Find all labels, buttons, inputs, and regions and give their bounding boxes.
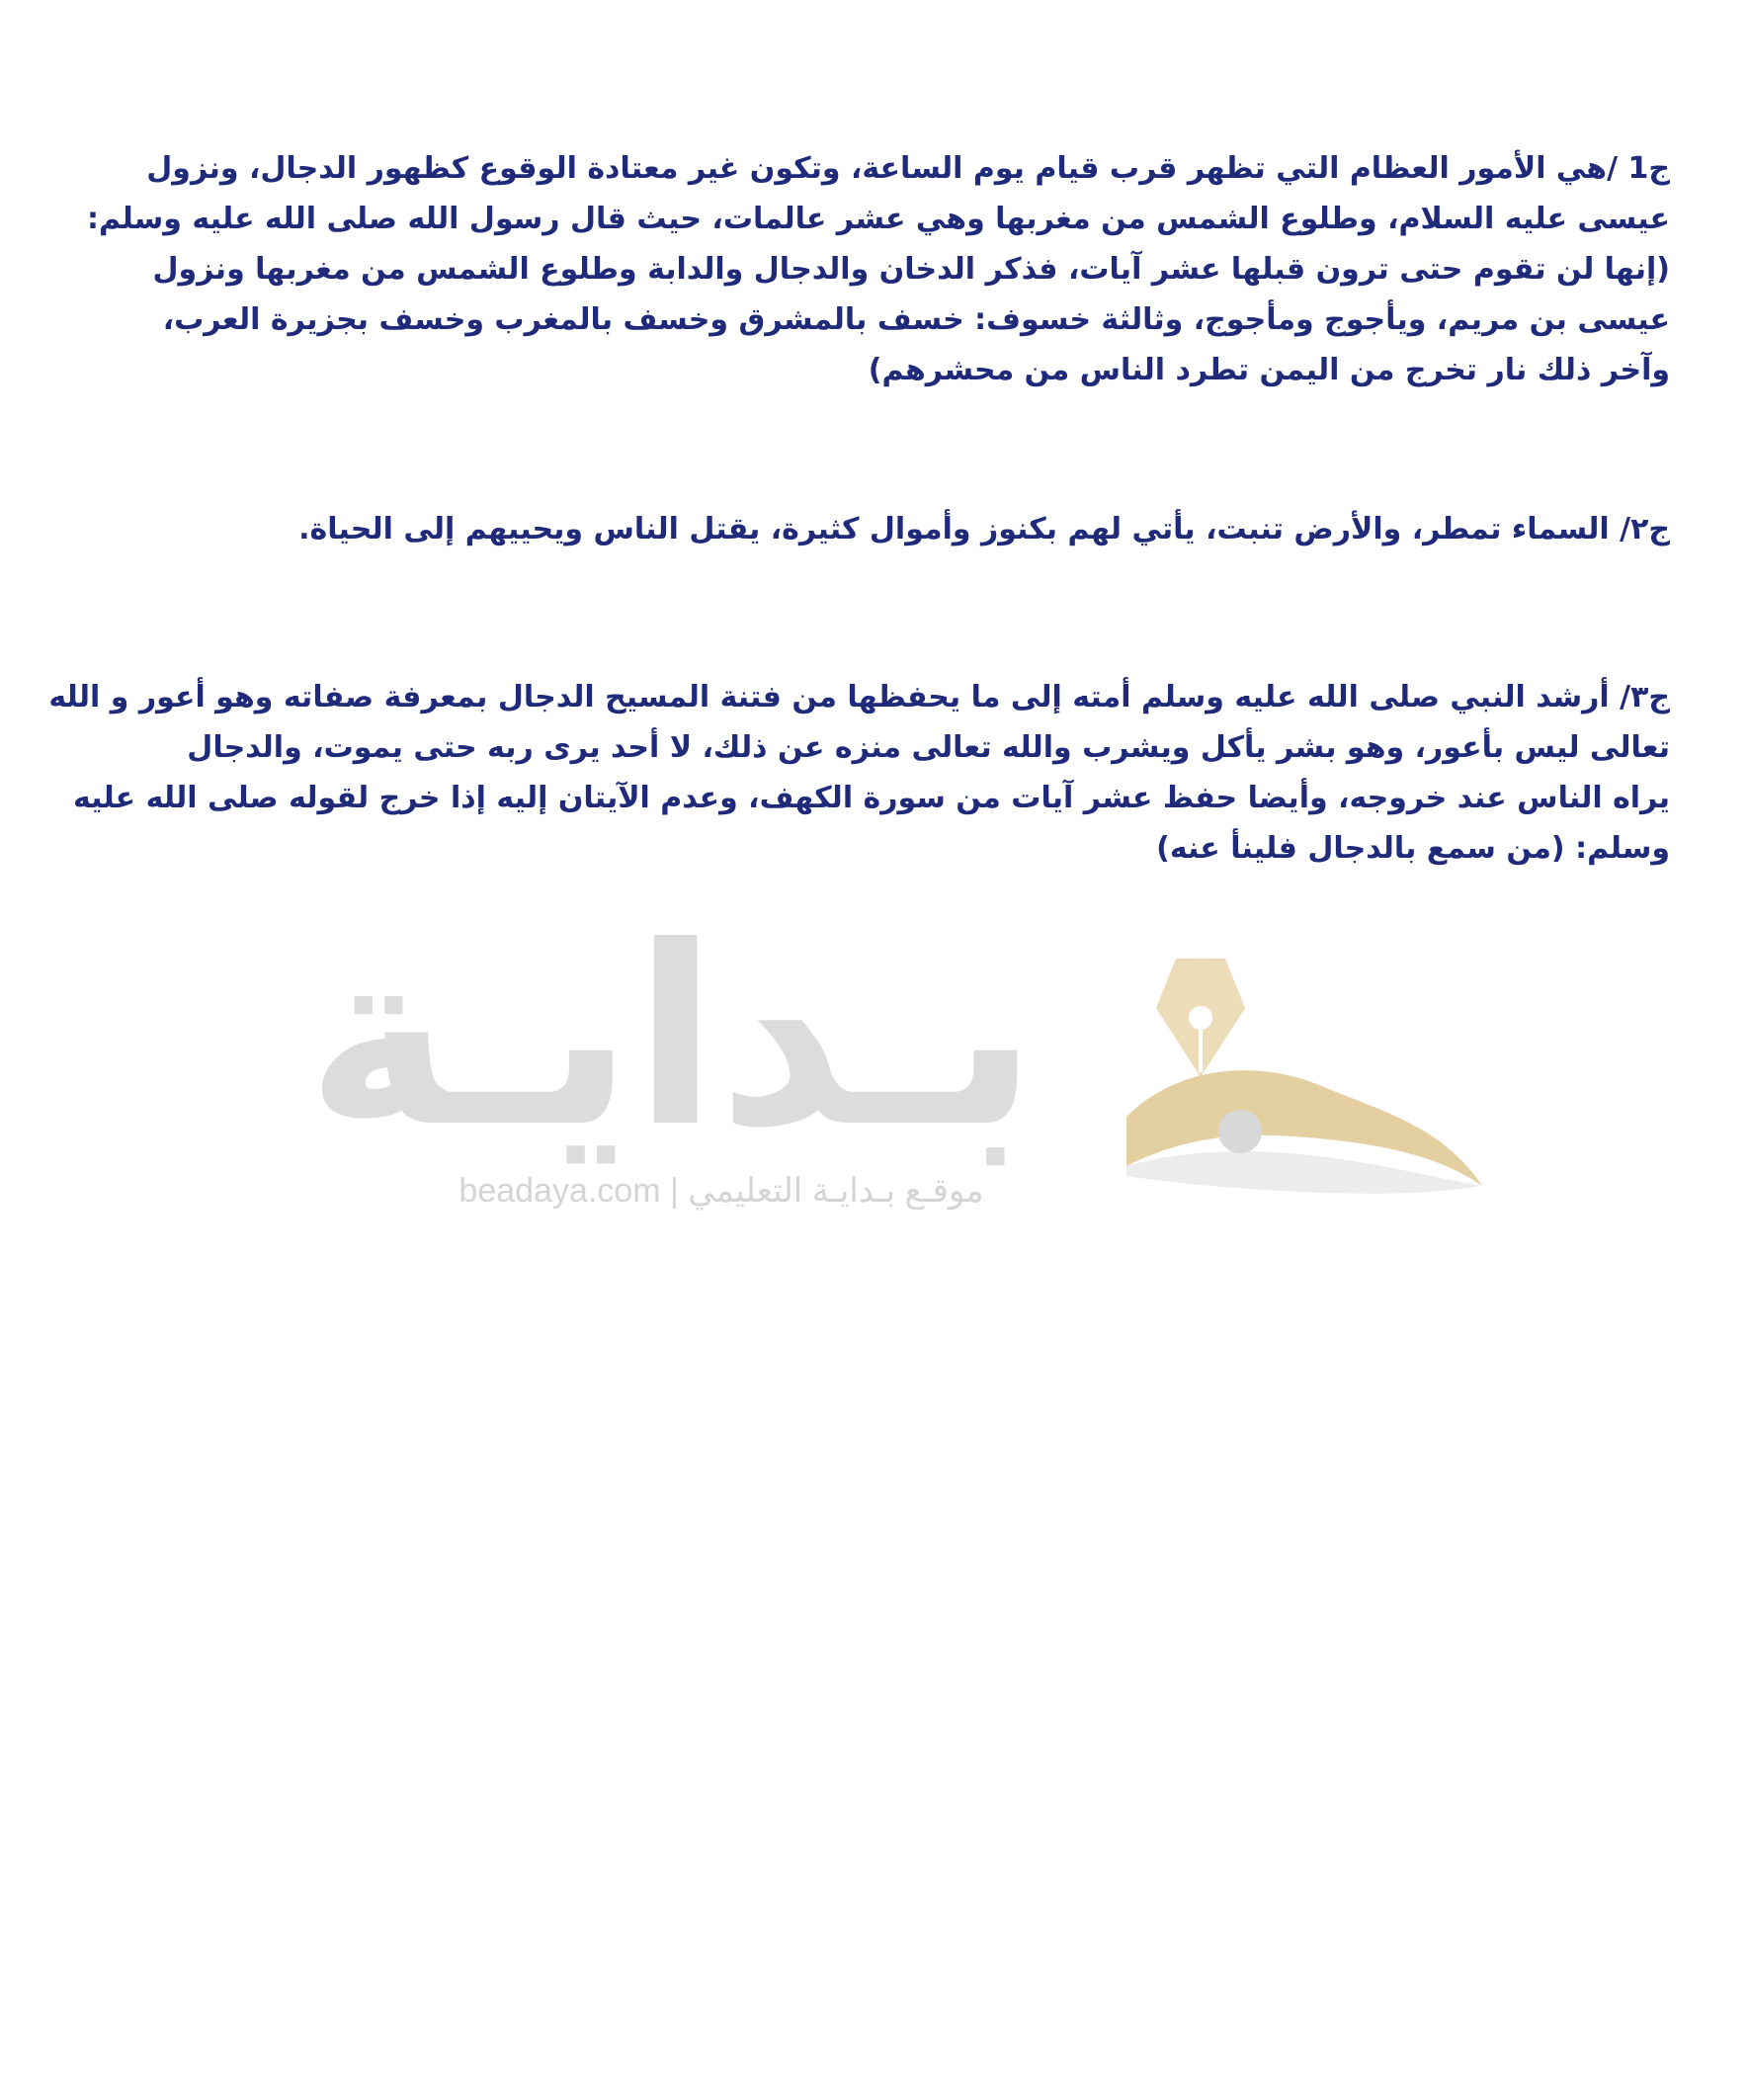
answer-2 xyxy=(296,504,1670,554)
answer-1-line-4: عيسى بن مريم، ويأجوج ومأجوج، وثالثة خسوف: خسف بالمشرق وخسف بالمغرب وخسف بجزيرة العرب، xyxy=(162,302,1670,337)
answer-3 xyxy=(48,672,1670,874)
watermark-logo-word: بـدايـة xyxy=(305,893,1039,1181)
answer-2-line-1: ج٢/ السماء تمطر، والأرض تنبت، يأتي لهم بكنوز وأموال كثيرة، يقتل الناس ويحييهم إلى الحياة. xyxy=(298,512,1670,546)
answer-1 xyxy=(87,143,1670,395)
beadaya-watermark xyxy=(247,893,1502,1235)
answer-3-line-2: تعالى ليس بأعور، وهو بشر يأكل ويشرب والله تعالى منزه عن ذلك، لا أحد يرى ربه حتى يموت، والدجال xyxy=(187,730,1670,765)
answer-3-line-1: ج٣/ أرشد النبي صلى الله عليه وسلم أمته إلى ما يحفظها من فتنة المسيح الدجال بمعرفة صفاته وهو أعور و الله xyxy=(48,680,1670,714)
answer-1-line-3: (إنها لن تقوم حتى ترون قبلها عشر آيات، فذكر الدخان والدجال والدابة وطلوع الشمس من مغربها ونزول xyxy=(152,252,1670,287)
pen-nib-icon xyxy=(1117,939,1492,1196)
answer-1-line-2: عيسى عليه السلام، وطلوع الشمس من مغربها وهي عشر عالمات، حيث قال رسول الله صلى الله عليه وسلم: xyxy=(87,202,1670,236)
answer-3-line-4: وسلم: (من سمع بالدجال فلينأ عنه) xyxy=(1156,831,1670,866)
watermark-caption: beadaya.com | موقـع بـدايـة التعليمي xyxy=(458,1172,984,1210)
answer-1-line-5: وآخر ذلك نار تخرج من اليمن تطرد الناس من محشرهم) xyxy=(868,353,1670,387)
answer-1-line-1: ج1 /هي الأمور العظام التي تظهر قرب قيام يوم الساعة، وتكون غير معتادة الوقوع كظهور الدجال، ونزول xyxy=(146,151,1670,186)
answer-3-line-3: يراه الناس عند خروجه، وأيضا حفظ عشر آيات من سورة الكهف، وعدم الآيتان إليه إذا خرج لقوله صلى الله عليه xyxy=(72,781,1670,815)
